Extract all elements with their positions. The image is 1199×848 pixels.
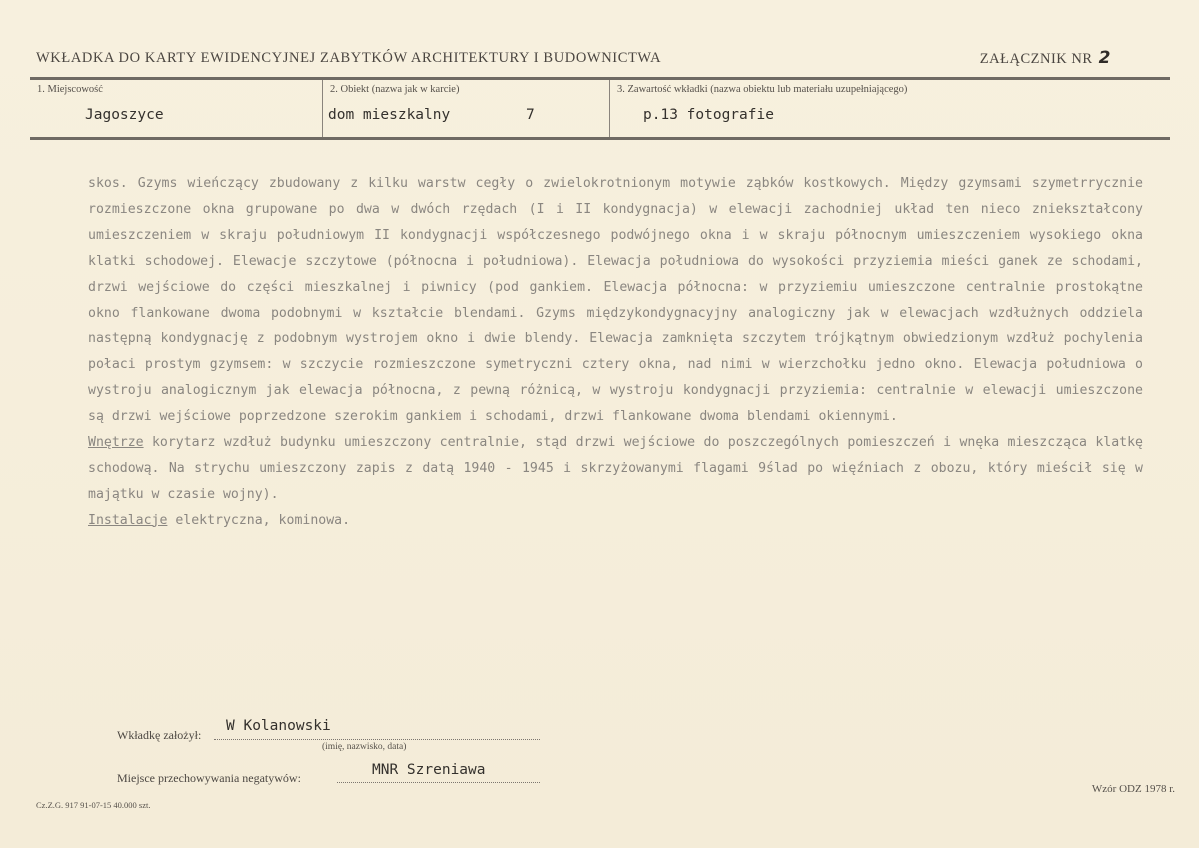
interior-text: korytarz wzdłuż budynku umieszczony centralnie, stąd drzwi wejściowe do poszczególnych pomieszczeń i wnęka mieszcząca klatkę schodową. Na strychu umieszczony zapis z datą 1940 - 1945 i skrzyżowanymi flagami 9ślad po więźniach z obozu, który mieścił się w majątku w czasie wojny). (88, 435, 1143, 502)
installations-text: elektryczna, kominowa. (167, 512, 351, 528)
installations-description (88, 508, 1143, 534)
interior-heading: Wnętrze (88, 435, 144, 451)
locality-value: Jagoszyce (85, 107, 164, 123)
field-divider-1 (322, 80, 323, 137)
header-rule-top (30, 77, 1170, 80)
locality-label: 1. Miejscowość (37, 84, 103, 95)
annex-number-value: 2 (1098, 48, 1111, 68)
object-value: dom mieszkalny (328, 107, 451, 123)
installations-heading: Instalacje (88, 512, 168, 528)
author-dotted-line (214, 739, 540, 740)
author-label: Wkładkę założył: (117, 728, 202, 742)
annex-label: ZAŁĄCZNIK NR (979, 51, 1093, 67)
author-hint: (imię, nazwisko, data) (322, 742, 407, 752)
negatives-label: Miejsce przechowywania negatywów: (117, 771, 301, 785)
header-rule-bottom (30, 137, 1170, 140)
print-info: Cz.Z.G. 917 91-07-15 40.000 szt. (36, 800, 151, 810)
annex-number (980, 48, 1111, 68)
form-model: Wzór ODZ 1978 r. (1091, 783, 1175, 795)
form-title: WKŁADKA DO KARTY EWIDENCYJNEJ ZABYTKÓW ARCHITEKTURY I BUDOWNICTWA (36, 50, 662, 66)
author-value: W Kolanowski (226, 718, 331, 734)
interior-description (88, 430, 1143, 508)
field-divider-2 (609, 80, 610, 137)
object-label: 2. Obiekt (nazwa jak w karcie) (330, 84, 460, 95)
description-text (88, 171, 1143, 534)
exterior-description: skos. Gzyms wieńczący zbudowany z kilku warstw cegły o zwielokrotnionym motywie ząbków kostkowych. Między gzymsami szymetrrycznie rozmieszczone okna grupowane po dwa w dwóch rzędach (I i II kondygnacja) w elewacji zachodniej układ ten nieco zniekształcony umieszczeniem w skraju południowym II kondygnacji współczesnego podwójnego okna i w skraju północnym umieszczeniem wysokiego okna klatki schodowej. Elewacje szczytowe (północna i południowa). Elewacja południowa do wysokości przyziemia mieści ganek ze schodami, drzwi wejściowe do części mieszkalnej i piwnicy (pod gankiem. Elewacja północna: w przyziemiu umieszczone centralnie prostokątne okno flankowane dwoma podobnymi w kształcie blendami. Gzyms międzykondygnacyjny analogiczny jak w elewacjach wzdłużnych oddziela następną kondygnację z podobnym wystrojem okno i dwie blendy. Elewacja zamknięta szczytem trójkątnym obwiedzionym wzdłuż pochylenia połaci prostym gzymsem: w szczycie rozmieszczone symetryczni cztery okna, nad nimi w wierzchołku jedno okno. Elewacja południowa o wystroju analogicznym jak elewacja północna, z pewną różnicą, w wystroju kondygnacji przyziemia: centralnie w elewacji umieszczone są drzwi wejściowe poprzedzone szerokim gankiem i schodami, drzwi flankowane dwoma blendami okiennymi. (88, 176, 1143, 425)
object-number: 7 (526, 107, 535, 123)
contents-label: 3. Zawartość wkładki (nazwa obiektu lub materiału uzupełniającego) (617, 84, 908, 95)
negatives-value: MNR Szreniawa (372, 762, 486, 778)
contents-value: p.13 fotografie (643, 107, 774, 123)
negatives-dotted-line (337, 782, 540, 783)
